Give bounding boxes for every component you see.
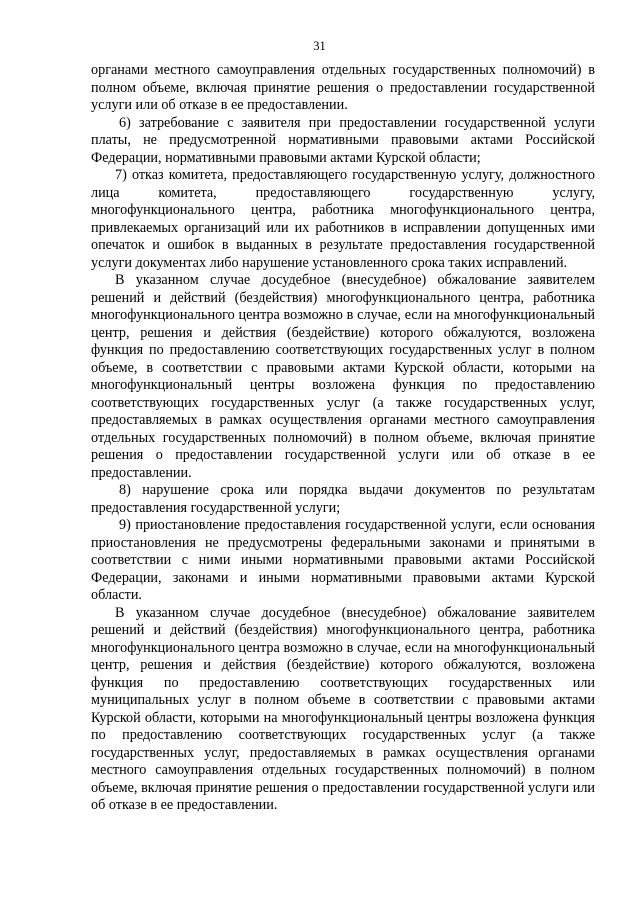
page-number: 31: [313, 39, 326, 53]
paragraph-item-9: 9) приостановление предоставления государственной услуги, если основания приостановления не предусмотрены федеральными законами и принятыми в соответствии с ними иными нормативными правовыми актами Российской Федерации, законами и иными нормативными правовыми актами Курской области.: [91, 517, 595, 603]
paragraph-item-6: 6) затребование с заявителя при предоставлении государственной услуги платы, не предусмотренной нормативными правовыми актами Российской Федерации, нормативными правовыми актами Курской области;: [91, 114, 595, 166]
paragraph-continuation: органами местного самоуправления отдельных государственных полномочий) в полном объеме, включая принятие решения о предоставлении государственной услуги или об отказе в ее предоставлении.: [91, 62, 595, 113]
paragraph-item-7: 7) отказ комитета, предоставляющего государственную услугу, должностного лица комитета, предоставляющего государственную услугу, многофункционального центра, работника многофункционального центра, привлекаемых организаций или их работников в исправлении допущенных ими опечаток и ошибок в выданных в результате предоставления государственной услуги документах либо нарушение установленного срока таких исправлений.: [91, 167, 595, 271]
paragraph-mfc-appeal-1: В указанном случае досудебное (внесудебное) обжалование заявителем решений и действий (бездействия) многофункционального центра, работника многофункционального центра возможно в случае, если на многофункциональный центр, решения и действия (бездействие) которого обжалуются, возложена функция по предоставлению соответствующих государственных услуг в полном объеме, в соответствии с правовыми актами Курской области, которыми на многофункциональный центры возложена функция по предоставлению соответствующих государственных услуг (а также государственных услуг, предоставляемых в рамках осуществления органами местного самоуправления отдельных государственных полномочий) в полном объеме, включая принятие решения о предоставлении государственной услуги или об отказе в ее предоставлении.: [91, 272, 595, 481]
paragraph-item-8: 8) нарушение срока или порядка выдачи документов по результатам предоставления государственной услуги;: [91, 482, 595, 516]
paragraph-mfc-appeal-2: В указанном случае досудебное (внесудебное) обжалование заявителем решений и действий (бездействия) многофункционального центра, работника многофункционального центра возможно в случае, если на многофункциональный центр, решения и действия (бездействие) которого обжалуются, возложена функция по предоставлению соответствующих государственных или муниципальных услуг в полном объеме в соответствии с правовыми актами Курской области, которыми на многофункциональный центры возложена функция по предоставлению соответствующих государственных услуг (а также государственных услуг, предоставляемых в рамках осуществления органами местного самоуправления отдельных государственных полномочий) в полном объеме, включая принятие решения о предоставлении государственной услуги или об отказе в ее предоставлении.: [91, 604, 595, 813]
document-body: [91, 62, 595, 815]
